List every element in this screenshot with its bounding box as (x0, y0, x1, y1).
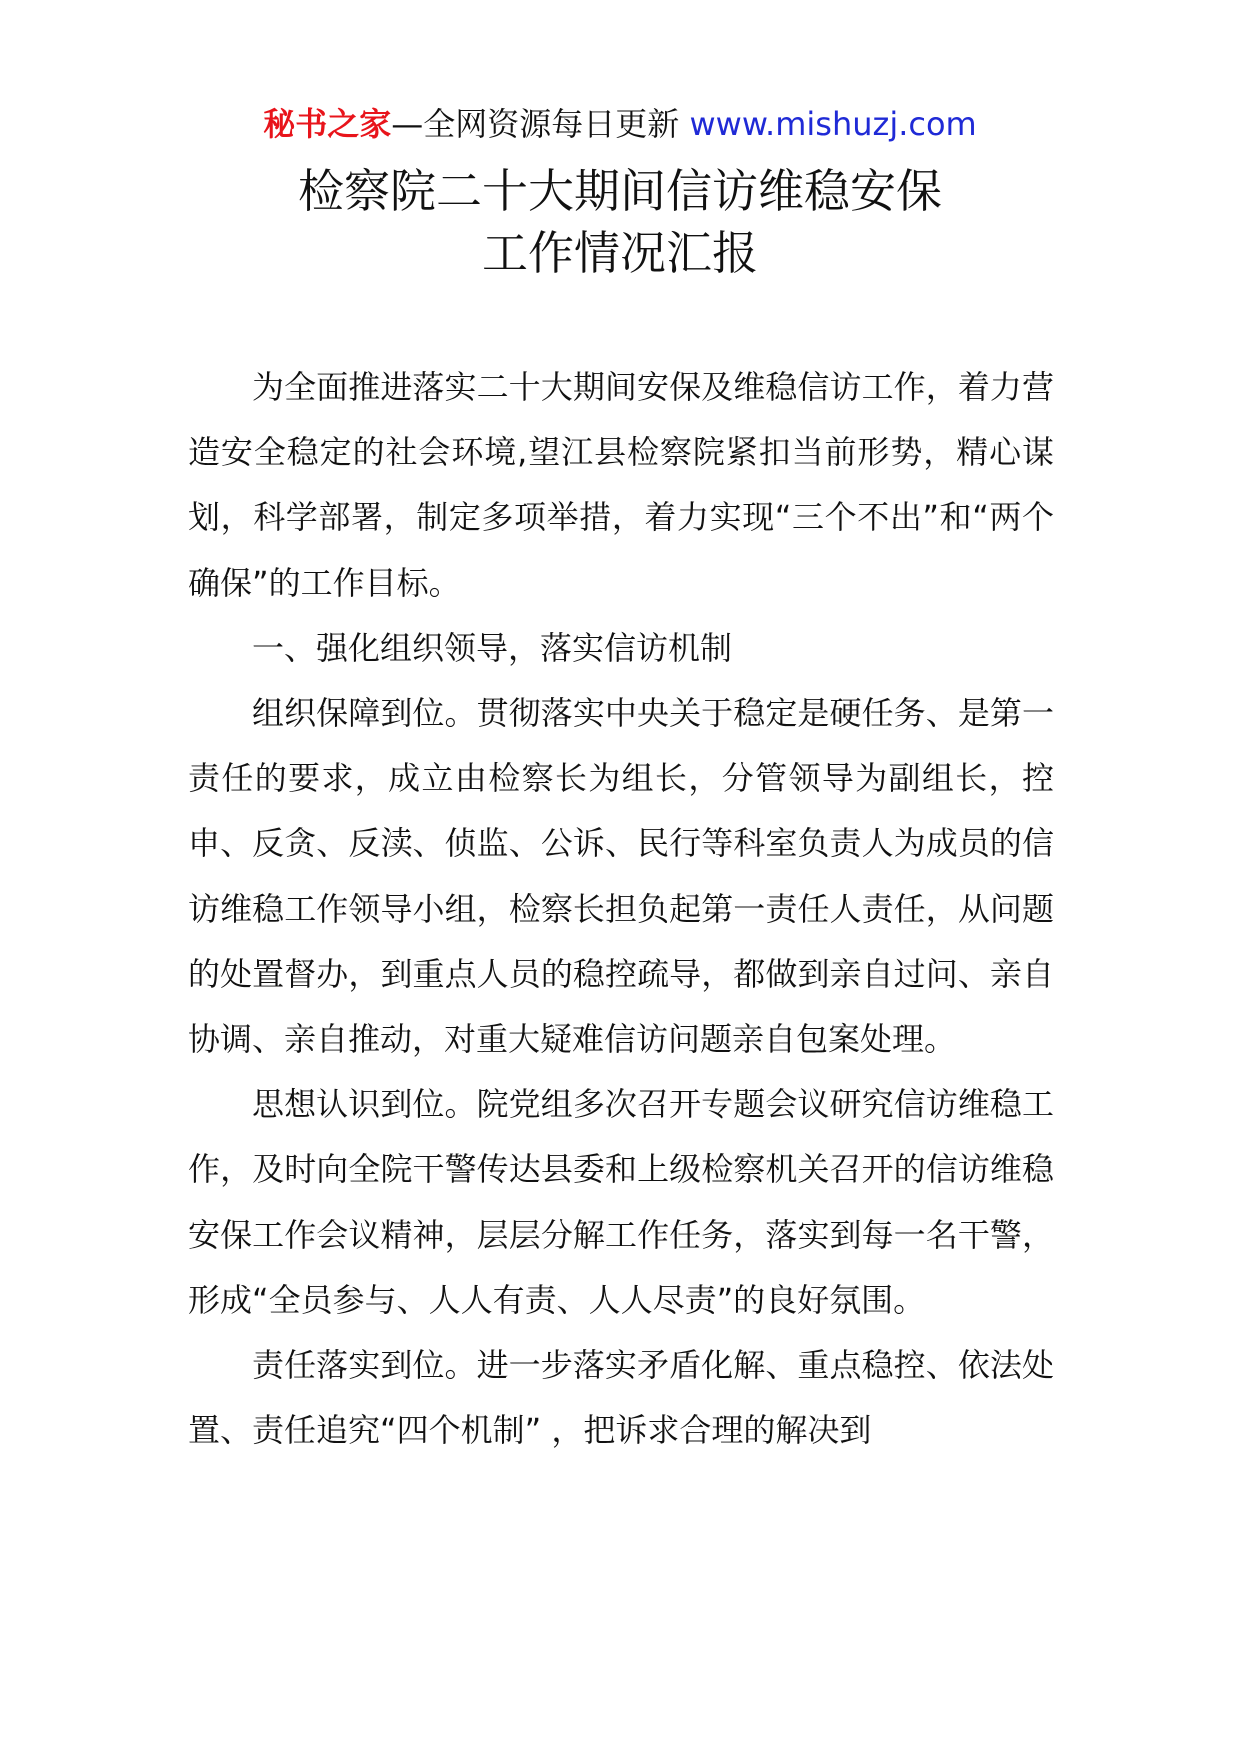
title-line-2: 工作情况汇报 (482, 226, 758, 280)
banner-tagline: —全网资源每日更新 (391, 105, 690, 143)
paragraph-responsibility: 责任落实到位。进一步落实矛盾化解、重点稳控、依法处置、责任追究“四个机制” ，把诉求合理的解决到 (188, 1346, 1054, 1450)
intro-paragraph: 为全面推进落实二十大期间安保及维稳信访工作，着力营造安全稳定的社会环境,望江县检察院紧扣当前形势，精心谋划，科学部署，制定多项举措，着力实现“三个不出”和“两个确保”的工作目标。 (188, 368, 1054, 602)
document-body (188, 355, 1054, 1463)
paragraph-organization: 组织保障到位。贯彻落实中央关于稳定是硬任务、是第一责任的要求，成立由检察长为组长，分管领导为副组长，控申、反贪、反渎、侦监、公诉、民行等科室负责人为成员的信访维稳工作领导小组，检察长担负起第一责任人责任，从问题的处置督办，到重点人员的稳控疏导，都做到亲自过问、亲自协调、亲自推动，对重大疑难信访问题亲自包案处理。 (188, 694, 1054, 1059)
banner-brand: 秘书之家 (263, 105, 392, 143)
watermark-banner (0, 100, 1240, 148)
document-title (0, 160, 1240, 284)
section-heading-1: 一、强化组织领导，落实信访机制 (252, 628, 733, 667)
paragraph-awareness: 思想认识到位。院党组多次召开专题会议研究信访维稳工作，及时向全院干警传达县委和上级检察机关召开的信访维稳安保工作会议精神，层层分解工作任务，落实到每一名干警，形成“全员参与、人人有责、人人尽责”的良好氛围。 (188, 1085, 1054, 1319)
banner-website: www.mishuzj.com (689, 105, 977, 143)
title-line-1: 检察院二十大期间信访维稳安保 (298, 164, 942, 218)
